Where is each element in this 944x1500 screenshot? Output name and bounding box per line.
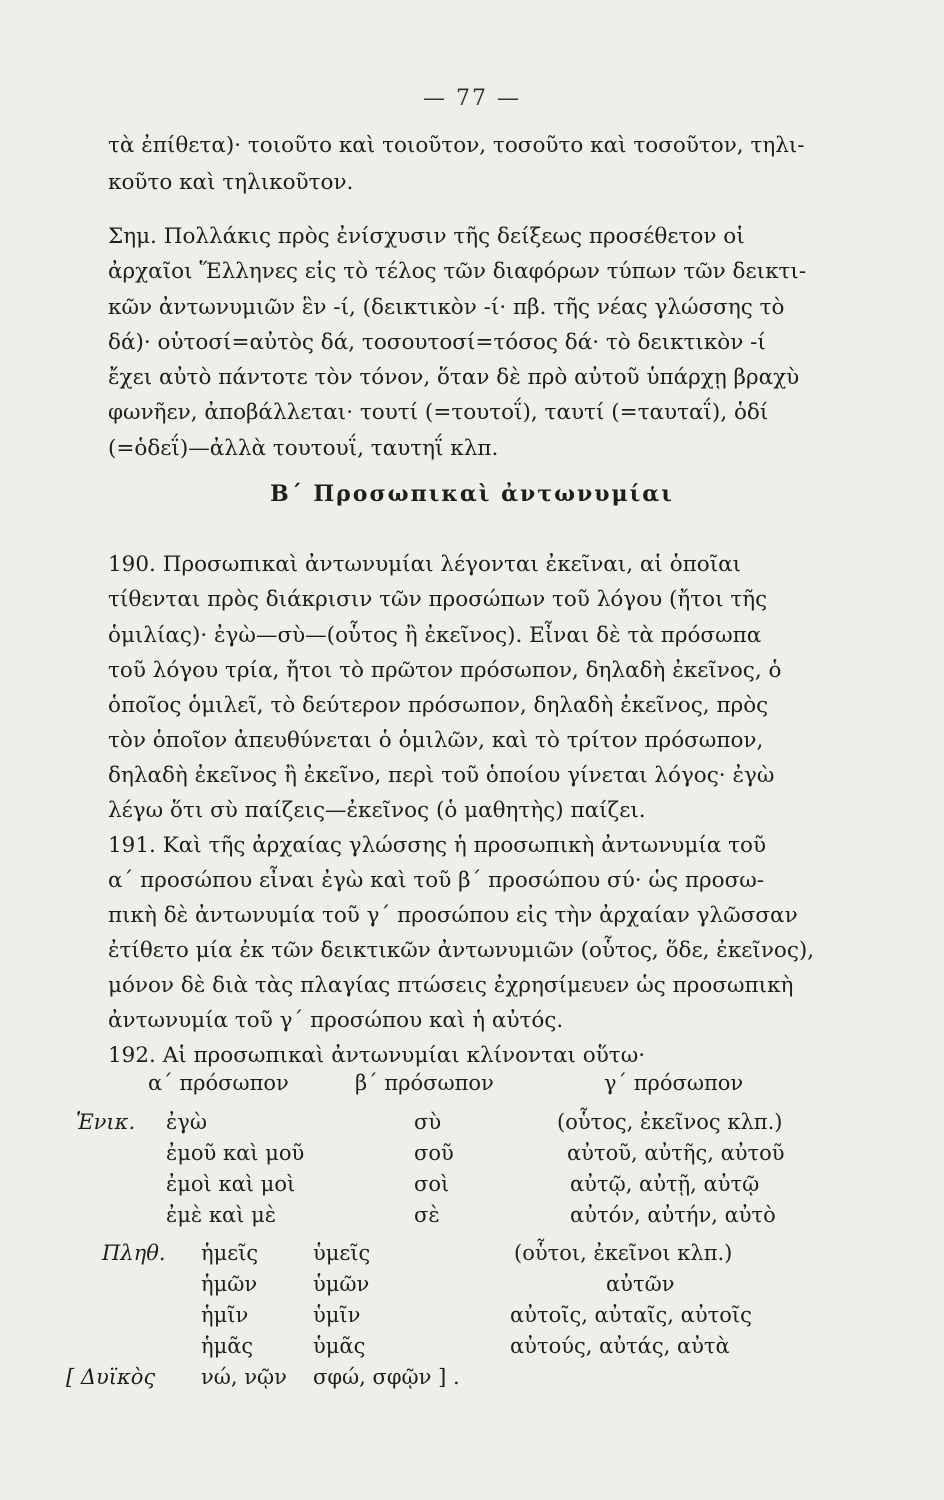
- table-cell: σὲ: [414, 1203, 440, 1227]
- text-line: τίθενται πρὸς διάκρισιν τῶν προσώπων τοῦ λόγου (ἤτοι τῆς: [108, 587, 768, 612]
- table-cell: ὑμῶν: [313, 1272, 370, 1296]
- text-line: 191. Καὶ τῆς ἀρχαίας γλώσσης ἡ προσωπικὴ ἀντωνυμία τοῦ: [108, 833, 767, 858]
- table-cell: αὐτῶν: [606, 1272, 675, 1296]
- text-line: (=ὁδεΐ)—ἀλλὰ τουτουΐ, ταυτηΐ κλπ.: [108, 436, 499, 461]
- dual-label: [ Δυϊκὸς: [66, 1365, 156, 1389]
- table-cell: ἡμῶν: [201, 1272, 258, 1296]
- page-number: — 77 —: [423, 86, 521, 111]
- table-cell: σφώ, σφῷν ] .: [313, 1365, 460, 1389]
- text-line: 192. Αἱ προσωπικαὶ ἀντωνυμίαι κλίνονται οὕτω·: [108, 1043, 646, 1068]
- table-cell: ἡμᾶς: [201, 1334, 254, 1358]
- text-line: δά)· οὑτοσί=αὐτὸς δά, τοσουτοσί=τόσος δά· τὸ δεικτικὸν -ί: [108, 330, 766, 355]
- table-cell: ἐγὼ: [166, 1110, 207, 1134]
- text-line: 190. Προσωπικαὶ ἀντωνυμίαι λέγονται ἐκεῖναι, αἱ ὁποῖαι: [108, 552, 742, 577]
- header-third-person: γ΄ πρόσωπον: [604, 1071, 744, 1095]
- text-line: ἔχει αὐτὸ πάντοτε τὸν τόνον, ὅταν δὲ πρὸ αὐτοῦ ὑπάρχῃ βραχὺ: [108, 365, 800, 390]
- text-line: κοῦτο καὶ τηλικοῦτον.: [108, 170, 354, 195]
- text-line: μόνον δὲ διὰ τὰς πλαγίας πτώσεις ἐχρησίμευεν ὡς προσωπικὴ: [108, 973, 794, 998]
- table-cell: ἡμῖν: [201, 1303, 249, 1327]
- singular-label: Ἑνικ.: [76, 1110, 136, 1134]
- text-line: δηλαδὴ ἐκεῖνος ἢ ἐκεῖνο, περὶ τοῦ ὁποίου γίνεται λόγος· ἐγὼ: [108, 763, 775, 788]
- header-second-person: β΄ πρόσωπον: [355, 1071, 494, 1095]
- table-cell: ἡμεῖς: [201, 1241, 259, 1265]
- text-line: τὸν ὁποῖον ἀπευθύνεται ὁ ὁμιλῶν, καὶ τὸ τρίτον πρόσωπον,: [108, 728, 764, 753]
- text-line: τὰ ἐπίθετα)· τοιοῦτο καὶ τοιοῦτον, τοσοῦτο καὶ τοσοῦτον, τηλι-: [108, 133, 805, 158]
- table-cell: ὑμῖν: [313, 1303, 361, 1327]
- text-line: φωνῆεν, ἀποβάλλεται· τουτί (=τουτοΐ), ταυτί (=ταυταΐ), ὁδί: [108, 400, 769, 425]
- text-line: Σημ. Πολλάκις πρὸς ἐνίσχυσιν τῆς δείξεως προσέθετον οἱ: [108, 224, 745, 249]
- text-line: α΄ προσώπου εἶναι ἐγὼ καὶ τοῦ β΄ προσώπου σύ· ὡς προσω-: [108, 868, 765, 893]
- table-cell: αὐτούς, αὐτάς, αὐτὰ: [510, 1334, 730, 1358]
- text-line: κῶν ἀντωνυμιῶν ἓν -ί, (δεικτικὸν -ί· πβ. τῆς νέας γλώσσης τὸ: [108, 295, 785, 320]
- table-cell: αὐτοῦ, αὐτῆς, αὐτοῦ: [567, 1141, 785, 1165]
- text-line: πικὴ δὲ ἀντωνυμία τοῦ γ΄ προσώπου εἰς τὴν ἀρχαίαν γλῶσσαν: [108, 903, 798, 928]
- text-line: ὁποῖος ὁμιλεῖ, τὸ δεύτερον πρόσωπον, δηλαδὴ ἐκεῖνος, πρὸς: [108, 693, 769, 718]
- table-cell: ἐμοὶ καὶ μοὶ: [166, 1172, 296, 1196]
- text-line: τοῦ λόγου τρία, ἤτοι τὸ πρῶτον πρόσωπον, δηλαδὴ ἐκεῖνος, ὁ: [108, 658, 782, 683]
- text-line: λέγω ὅτι σὺ παίζεις—ἐκεῖνος (ὁ μαθητὴς) παίζει.: [108, 798, 646, 823]
- text-line: ἐτίθετο μία ἐκ τῶν δεικτικῶν ἀντωνυμιῶν (οὗτος, ὅδε, ἐκεῖνος),: [108, 938, 815, 963]
- table-cell: ἐμὲ καὶ μὲ: [166, 1203, 276, 1227]
- table-cell: αὐτόν, αὐτήν, αὐτὸ: [570, 1203, 776, 1227]
- plural-label: Πληθ.: [102, 1241, 166, 1265]
- table-cell: (οὗτοι, ἐκεῖνοι κλπ.): [514, 1241, 733, 1265]
- table-cell: ὑμεῖς: [313, 1241, 371, 1265]
- table-cell: σὺ: [414, 1110, 442, 1134]
- table-cell: (οὗτος, ἐκεῖνος κλπ.): [557, 1110, 783, 1134]
- header-first-person: α΄ πρόσωπον: [148, 1071, 289, 1095]
- text-line: ἀντωνυμία τοῦ γ΄ προσώπου καὶ ἡ αὐτός.: [108, 1008, 564, 1033]
- text-line: ἀρχαῖοι Ἕλληνες εἰς τὸ τέλος τῶν διαφόρων τύπων τῶν δεικτι-: [108, 259, 807, 284]
- table-cell: αὐτοῖς, αὐταῖς, αὐτοῖς: [510, 1303, 752, 1327]
- section-heading: Β΄ Προσωπικαὶ ἀντωνυμίαι: [270, 481, 674, 507]
- table-cell: σοῦ: [414, 1141, 454, 1165]
- table-cell: ὑμᾶς: [313, 1334, 366, 1358]
- table-cell: ἐμοῦ καὶ μοῦ: [166, 1141, 305, 1165]
- table-cell: αὐτῷ, αὐτῇ, αὐτῷ: [570, 1172, 760, 1196]
- text-line: ὁμιλίας)· ἐγὼ—σὺ—(οὗτος ἢ ἐκεῖνος). Εἶναι δὲ τὰ πρόσωπα: [108, 623, 762, 648]
- table-cell: σοὶ: [414, 1172, 450, 1196]
- table-cell: νώ, νῷν: [201, 1365, 287, 1389]
